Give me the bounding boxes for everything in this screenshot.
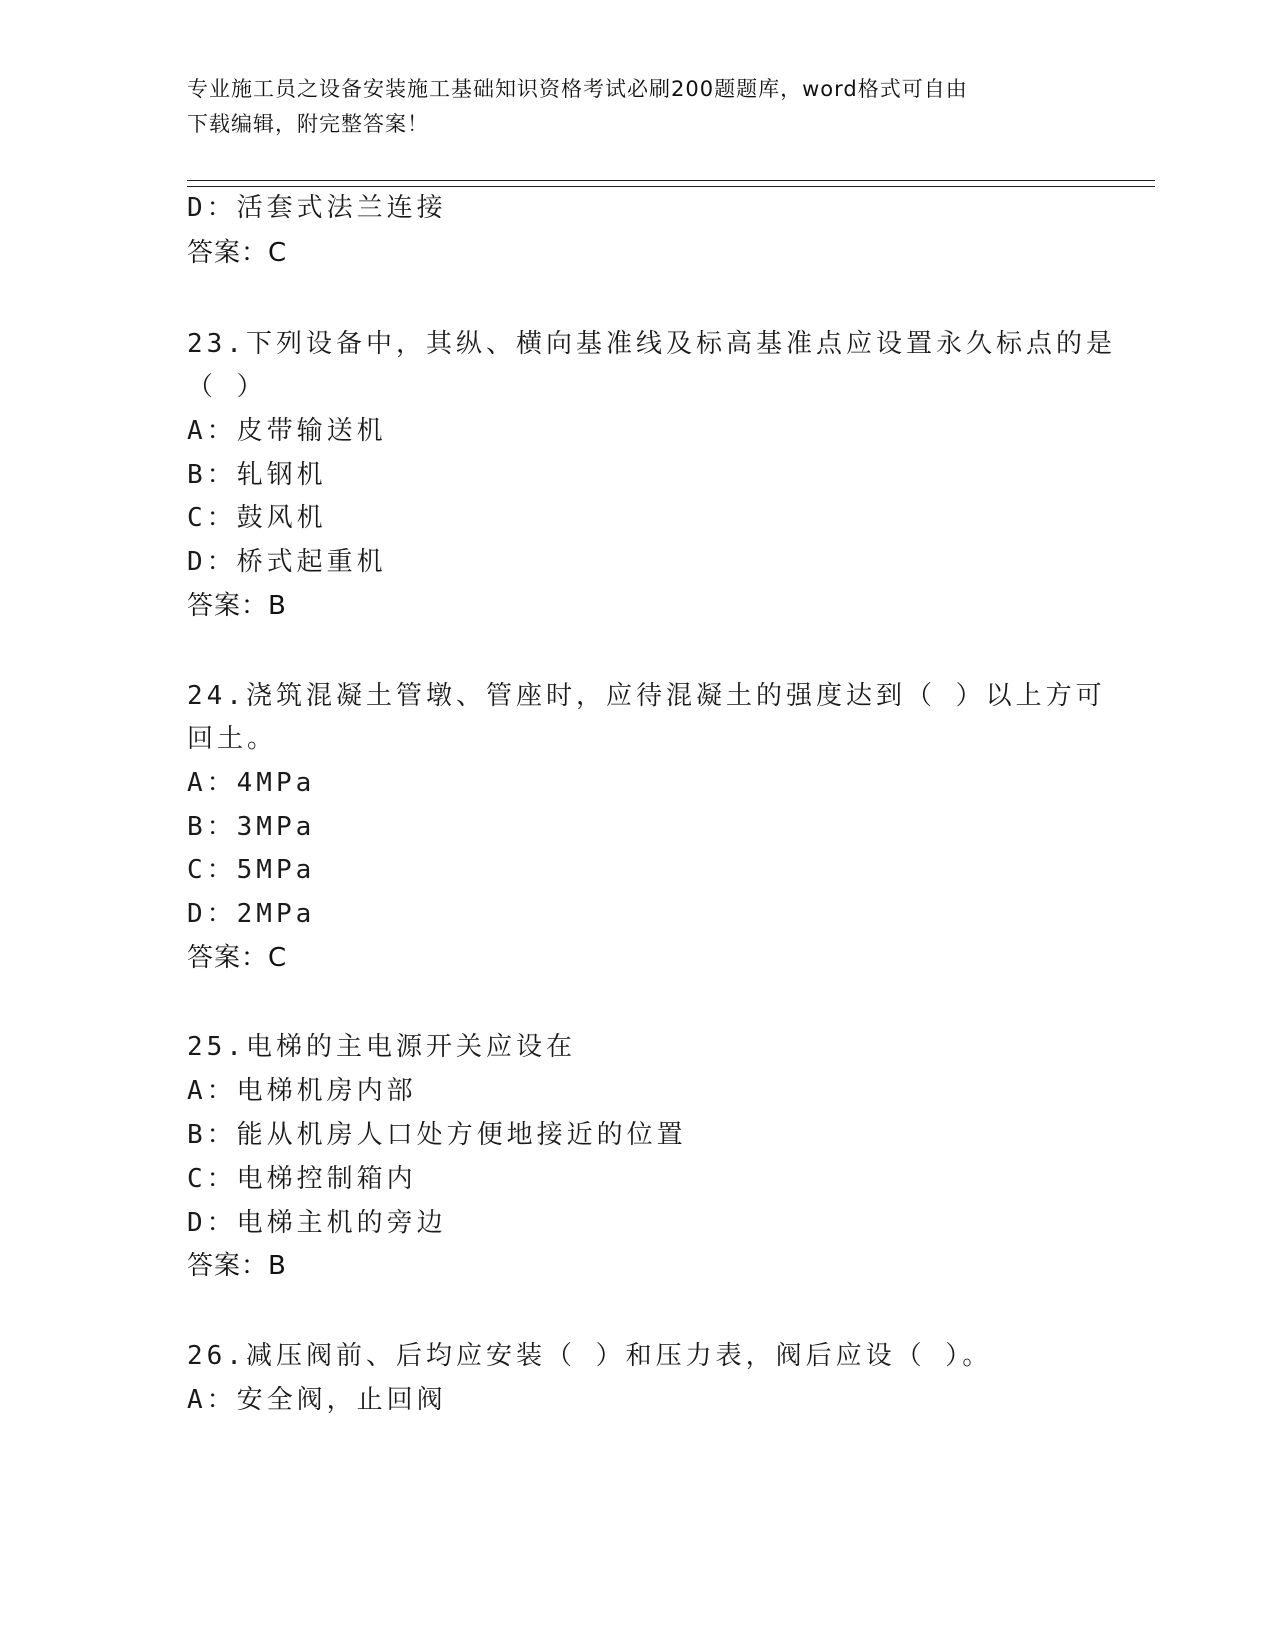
q24-option-b: B：3MPa bbox=[187, 812, 316, 842]
q24-answer: 答案：C bbox=[187, 943, 288, 973]
document-header bbox=[187, 72, 1087, 142]
prev-option-d: D：活套式法兰连接 bbox=[187, 193, 447, 223]
header-line-1: 专业施工员之设备安装施工基础知识资格考试必刷200题题库，word格式可自由 bbox=[187, 77, 968, 101]
q23-option-d: D：桥式起重机 bbox=[187, 547, 387, 577]
q24-stem-cont: 回土。 bbox=[187, 724, 278, 754]
q23-option-a: A：皮带输送机 bbox=[187, 416, 387, 446]
header-rule-top bbox=[187, 180, 1155, 181]
q23-stem: 23.下列设备中，其纵、横向基准线及标高基准点应设置永久标点的是 bbox=[187, 329, 1116, 359]
q25-stem: 25.电梯的主电源开关应设在 bbox=[187, 1032, 576, 1062]
q23-option-c: C：鼓风机 bbox=[187, 503, 327, 533]
q23-option-b: B：轧钢机 bbox=[187, 460, 327, 490]
q25-answer: 答案：B bbox=[187, 1251, 287, 1281]
q25-option-b: B：能从机房人口处方便地接近的位置 bbox=[187, 1120, 687, 1150]
q24-option-a: A：4MPa bbox=[187, 768, 316, 798]
q24-option-c: C：5MPa bbox=[187, 855, 316, 885]
header-line-2: 下载编辑，附完整答案！ bbox=[187, 112, 429, 136]
q26-option-a: A：安全阀，止回阀 bbox=[187, 1385, 447, 1415]
q24-option-d: D：2MPa bbox=[187, 899, 316, 929]
prev-answer: 答案：C bbox=[187, 238, 288, 268]
q24-stem: 24.浇筑混凝土管墩、管座时，应待混凝土的强度达到（ ）以上方可 bbox=[187, 681, 1106, 711]
q26-stem: 26.减压阀前、后均应安装（ ）和压力表，阀后应设（ ）。 bbox=[187, 1341, 993, 1371]
q25-option-a: A：电梯机房内部 bbox=[187, 1076, 417, 1106]
q23-stem-cont: （ ） bbox=[187, 372, 267, 402]
header-rule-bottom bbox=[187, 186, 1155, 187]
q23-answer: 答案：B bbox=[187, 591, 287, 621]
q25-option-c: C：电梯控制箱内 bbox=[187, 1164, 417, 1194]
q25-option-d: D：电梯主机的旁边 bbox=[187, 1208, 447, 1238]
